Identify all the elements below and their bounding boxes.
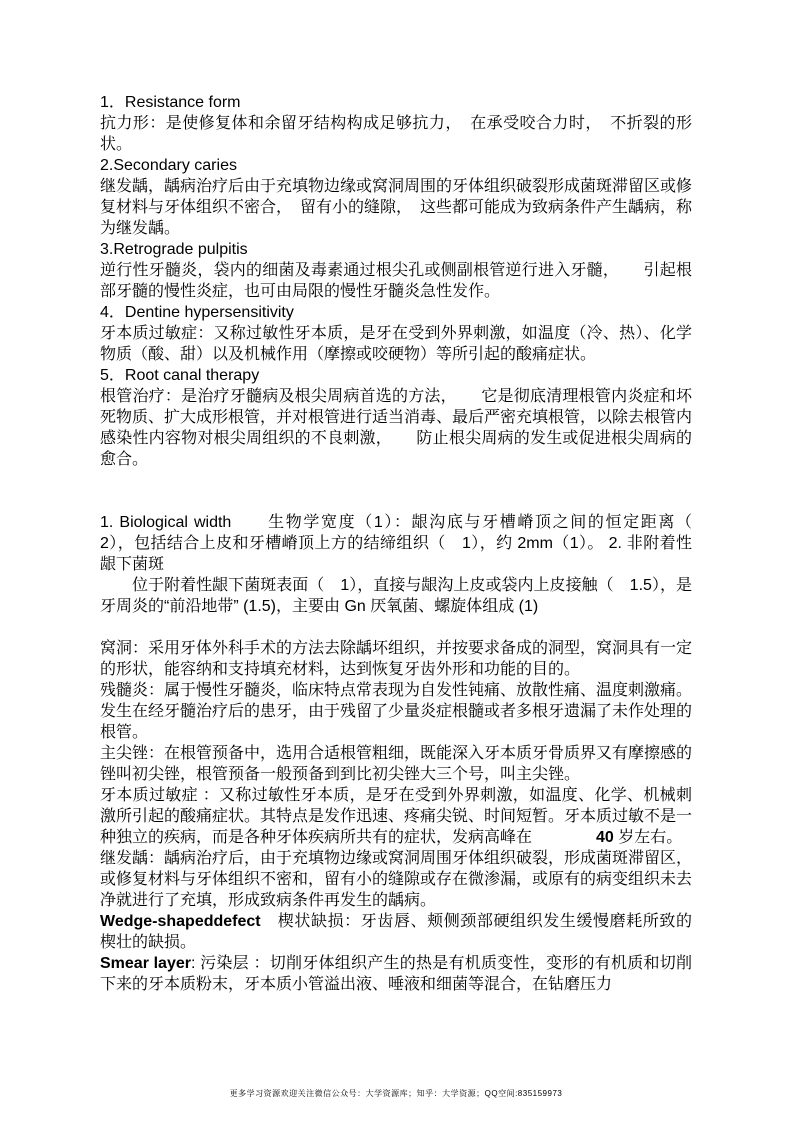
definition-paragraph bbox=[100, 680, 692, 743]
definition-paragraph bbox=[100, 260, 692, 302]
definition-heading bbox=[100, 365, 692, 386]
text-run: 岁左右。 bbox=[613, 829, 683, 846]
text-run: 牙本质过敏症：又称过敏性牙本质，是牙在受到外界刺激，如温度（冷、热）、化学物质（酸、甜）以及机械作用（摩擦或咬硬物）等所引起的酸痛症状。 bbox=[100, 325, 692, 363]
definition-paragraph bbox=[100, 176, 692, 239]
definition-heading bbox=[100, 155, 692, 176]
definition-paragraph bbox=[100, 638, 692, 680]
text-run: 牙本质过敏症 ：又称过敏性牙本质，是牙在受到外界刺激，如温度、化学、机械刺激所引起的酸痛症状。其特点是发作迅速、疼痛尖锐、时间短暂。牙本质过敏不是一种独立的疾病，而是各种牙体疾病所共有的症状，发病高峰在 bbox=[100, 787, 693, 846]
blank-line bbox=[100, 617, 692, 638]
definition-paragraph bbox=[100, 575, 692, 617]
document-body-text bbox=[100, 92, 709, 995]
definition-paragraph bbox=[100, 113, 692, 155]
text-run: 主尖锉：在根管预备中，选用合适根管粗细，既能深入牙本质牙骨质界又有摩擦感的锉叫初尖锉，根管预备一般预备到到比初尖锉大三个号，叫主尖锉。 bbox=[100, 745, 693, 783]
definition-heading bbox=[100, 92, 692, 113]
text-run: 1. Biological width 生物学宽度（1）：龈沟底与牙槽嵴顶之间的恒定距离（ 2），包括结合上皮和牙槽嵴顶上方的结缔组织（ 1），约 2mm（1）。 2. 非附着性龈下菌斑 bbox=[100, 514, 709, 573]
text-run: : 污染层 ：切削牙体组织产生的热是有机质变性，变形的有机质和切削下来的牙本质粉末，牙本质小管溢出液、唾液和细菌等混合，在钻磨压力 bbox=[100, 955, 692, 993]
definition-paragraph bbox=[100, 323, 692, 365]
definition-paragraph bbox=[100, 743, 692, 785]
text-run: 继发龋，龋病治疗后由于充填物边缘或窝洞周围的牙体组织破裂形成菌斑滞留区或修复材料与牙体组织不密合， 留有小的缝隙， 这些都可能成为致病条件产生龋病，称为继发龋。 bbox=[100, 178, 693, 237]
definition-heading bbox=[100, 239, 692, 260]
text-run: 1．Resistance form bbox=[100, 94, 241, 111]
definition-heading bbox=[100, 302, 692, 323]
bold-text-run: 40 bbox=[596, 829, 614, 846]
text-run: 楔状缺损：牙齿唇、颊侧颈部硬组织发生缓慢磨耗所致的楔壮的缺损。 bbox=[100, 913, 692, 951]
text-run: 5．Root canal therapy bbox=[100, 367, 260, 384]
definition-paragraph bbox=[100, 848, 692, 911]
bold-text-run: Wedge-shapeddefect bbox=[100, 913, 261, 930]
text-run: 窝洞：采用牙体外科手术的方法去除龋坏组织，并按要求备成的洞型，窝洞具有一定的形状，能容纳和支持填充材料，达到恢复牙齿外形和功能的目的。 bbox=[100, 640, 693, 678]
definition-paragraph bbox=[100, 953, 692, 995]
bold-text-run: Smear layer bbox=[100, 955, 191, 972]
text-run: 继发龋：龋病治疗后，由于充填物边缘或窝洞周围牙体组织破裂，形成菌斑滞留区，或修复材料与牙体组织不密和，留有小的缝隙或存在微渗漏，或原有的病变组织未去净就进行了充填，形成致病条件再发生的龋病。 bbox=[100, 850, 693, 909]
text-run: 逆行性牙髓炎，袋内的细菌及毒素通过根尖孔或侧副根管逆行进入牙髓， 引起根部牙髓的慢性炎症，也可由局限的慢性牙髓炎急性发作。 bbox=[100, 262, 692, 300]
text-run: 3.Retrograde pulpitis bbox=[100, 241, 248, 258]
text-run: 抗力形：是使修复体和余留牙结构构成足够抗力， 在承受咬合力时， 不折裂的形状。 bbox=[100, 115, 692, 153]
text-run: 2.Secondary caries bbox=[100, 157, 237, 174]
definition-paragraph bbox=[100, 386, 692, 470]
text-run: 根管治疗：是治疗牙髓病及根尖周病首选的方法， 它是彻底清理根管内炎症和坏死物质、扩大成形根管，并对根管进行适当消毒、最后严密充填根管，以除去根管内感染性内容物对根尖周组织的不良刺激， 防止根尖周病的发生或促进根尖周病的愈合。 bbox=[100, 388, 693, 468]
text-run: 4．Dentine hypersensitivity bbox=[100, 304, 294, 321]
text-run: 位于附着性龈下菌斑表面（ 1），直接与龈沟上皮或袋内上皮接触（ 1.5），是牙周炎的“前沿地带” (1.5)，主要由 Gn 厌氧菌、螺旋体组成 (1) bbox=[100, 577, 692, 615]
definition-paragraph bbox=[100, 785, 692, 848]
footer-note: 更多学习资源欢迎关注微信公众号：大学资源库；知乎：大学资源；QQ空间:835159973 bbox=[229, 1089, 563, 1098]
definition-paragraph bbox=[100, 512, 709, 575]
definition-paragraph bbox=[100, 911, 692, 953]
blank-line bbox=[100, 470, 692, 491]
text-run: 残髓炎：属于慢性牙髓炎，临床特点常表现为自发性钝痛、放散性痛、温度刺激痛。发生在经牙髓治疗后的患牙，由于残留了少量炎症根髓或者多根牙遗漏了未作处理的根管。 bbox=[100, 682, 693, 741]
blank-line bbox=[100, 491, 692, 512]
